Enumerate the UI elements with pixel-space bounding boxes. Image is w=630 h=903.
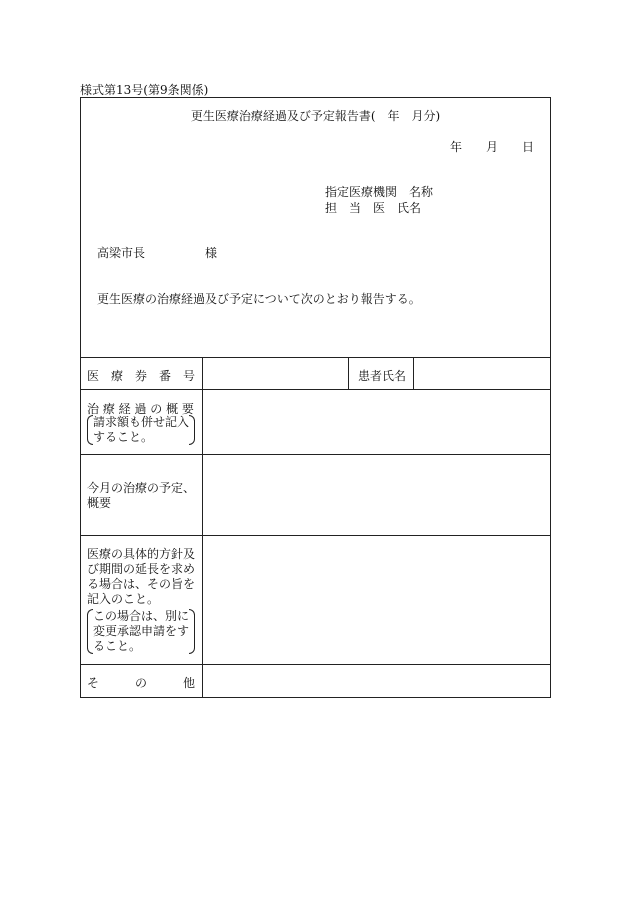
date-line: 年 月 日 <box>449 140 534 154</box>
policy-note-line: ること。 <box>93 639 142 653</box>
plan-label-line: 今月の治療の予定、 <box>87 481 196 495</box>
other-label: そ の 他 <box>87 676 196 690</box>
policy-label-line: る場合は、その旨を <box>87 577 196 591</box>
report-form <box>80 97 551 698</box>
policy-label <box>87 547 195 607</box>
addressee: 高梁市長 様 <box>97 246 218 260</box>
policy-note <box>87 609 195 654</box>
ticket-number-field[interactable] <box>203 358 347 388</box>
policy-note-line: 変更承認申請をす <box>93 624 190 638</box>
cell-divider <box>348 357 349 389</box>
policy-note-line: この場合は、別に <box>93 609 190 623</box>
policy-label-line: 記入のこと。 <box>87 592 160 606</box>
ticket-number-label: 医 療 券 番 号 <box>87 369 196 383</box>
doctor-name-label: 担 当 医 氏名 <box>325 201 422 215</box>
patient-name-label: 患者氏名 <box>358 369 407 383</box>
other-field[interactable] <box>203 665 550 697</box>
policy-label-line: び期間の延長を求め <box>87 562 196 576</box>
progress-label: 治 療 経 過 の 概 要 <box>87 402 194 416</box>
policy-field[interactable] <box>203 536 550 663</box>
form-title: 更生医療治療経過及び予定報告書( 年 月分) <box>190 109 441 123</box>
progress-field[interactable] <box>203 390 550 453</box>
patient-name-field[interactable] <box>414 358 550 388</box>
progress-note-line: 請求額も併せ記入 <box>93 415 190 429</box>
plan-label-line: 概要 <box>87 496 112 510</box>
institution-name-label: 指定医療機関 名称 <box>325 185 434 199</box>
policy-label-line: 医療の具体的方針及 <box>87 547 196 561</box>
report-statement: 更生医療の治療経過及び予定について次のとおり報告する。 <box>97 292 421 306</box>
progress-note-line: すること。 <box>93 430 154 444</box>
form-number: 様式第13号(第9条関係) <box>80 83 209 97</box>
plan-field[interactable] <box>203 455 550 534</box>
progress-note <box>87 415 195 445</box>
plan-label <box>87 481 195 511</box>
